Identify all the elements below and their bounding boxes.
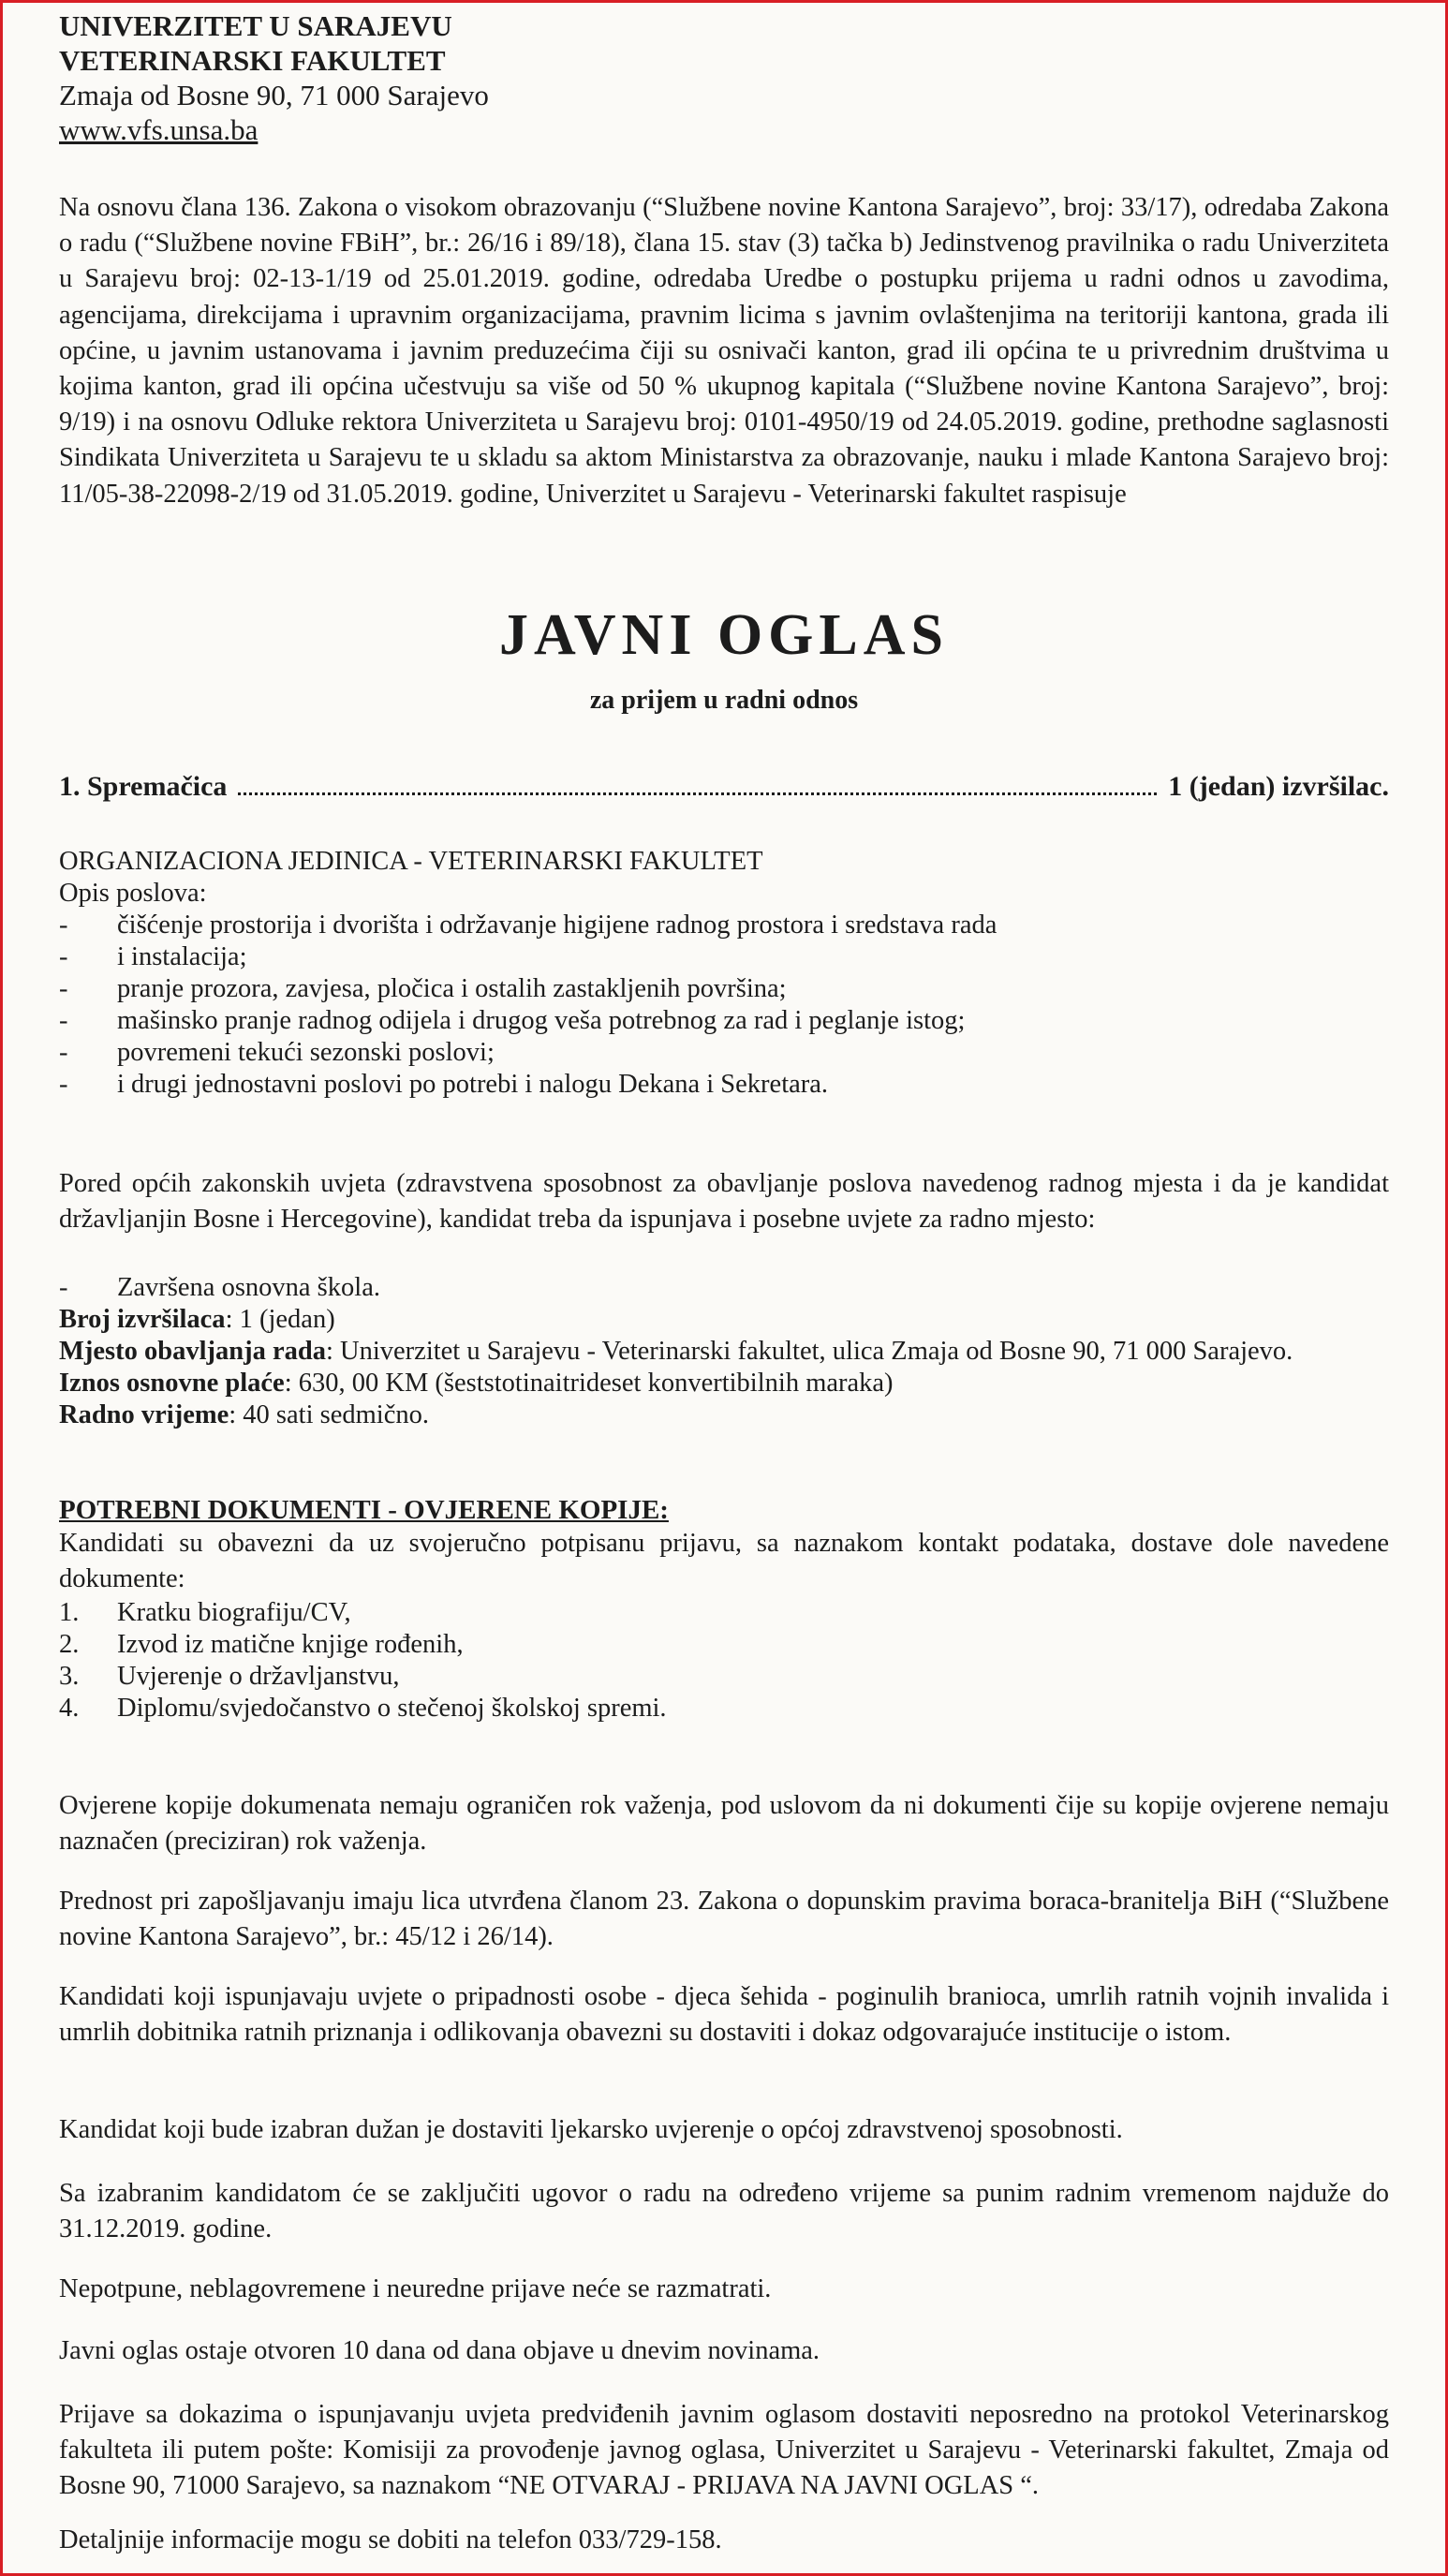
list-item: - mašinsko pranje radnog odijela i drugog veša potrebnog za rad i peglanje istog;: [59, 1006, 966, 1035]
list-item: 3. Uvjerenje o državljanstvu,: [59, 1662, 400, 1691]
list-item: - i drugi jednostavni poslovi po potrebi i nalogu Dekana i Sekretara.: [59, 1070, 829, 1099]
position-name: 1. Spremačica: [59, 771, 228, 802]
org-unit: ORGANIZACIONA JEDINICA - VETERINARSKI FAKULTET: [59, 847, 763, 876]
address: Zmaja od Bosne 90, 71 000 Sarajevo: [59, 79, 489, 111]
duties-label: Opis poslova:: [59, 879, 207, 908]
list-item: - pranje prozora, zavjesa, pločica i ostalih zastakljenih površina;: [59, 974, 787, 1003]
list-item: - Završena osnovna škola.: [59, 1273, 380, 1302]
detail-row: Radno vrijeme: 40 sati sedmično.: [59, 1400, 429, 1429]
paragraph-priority: Prednost pri zapošljavanju imaju lica utvrđena članom 23. Zakona o dopunskim pravima boraca-branitelja BiH (“Službene novine Kantona Sarajevo”, br.: 45/12 i 26/14).: [59, 1887, 1389, 1951]
detail-row: Mjesto obavljanja rada: Univerzitet u Sarajevu - Veterinarski fakultet, ulica Zmaja od Bosne 90, 71 000 Sarajevo.: [59, 1337, 1293, 1366]
letterhead: [59, 8, 1389, 147]
page-title: JAVNI OGLAS: [498, 603, 950, 667]
list-item: 4. Diplomu/svjedočanstvo o stečenoj školskoj spremi.: [59, 1694, 667, 1723]
documents-intro: Kandidati su obavezni da uz svojeručno potpisanu prijavu, sa naznakom kontakt podataka, dostave dole navedene dokumente:: [59, 1529, 1389, 1593]
paragraph-martyrs: Kandidati koji ispunjavaju uvjete o pripadnosti osobe - djeca šehida - poginulih branioca, umrlih ratnih vojnih invalida i umrlih dobitnika ratnih priznanja i odlikovanja obavezni su dostaviti i dokaz odgovarajuće institucije o istom.: [59, 1982, 1389, 2047]
paragraph-incomplete: Nepotpune, neblagovremene i neuredne prijave neće se razmatrati.: [59, 2274, 772, 2303]
job-details: [59, 1272, 1389, 1431]
duties-section: [59, 846, 1389, 1101]
dotted-leader: [238, 792, 1157, 795]
detail-row: Iznos osnovne plaće: 630, 00 KM (šeststotinaitrideset konvertibilnih maraka): [59, 1369, 894, 1398]
paragraph-submission: Prijave sa dokazima o ispunjavanju uvjeta predviđenih javnim oglasom dostaviti neposredno na protokol Veterinarskog fakulteta ili putem pošte: Komisiji za provođenje javnog oglasa, Univerzitet u Sarajevu - Veterinarski fakultet, Zmaja od Bosne 90, 71000 Sarajevo, sa naznakom “NE OTVARAJ - PRIJAVA NA JAVNI OGLAS “.: [59, 2400, 1389, 2500]
detail-row: Broj izvršilaca: 1 (jedan): [59, 1305, 335, 1334]
intro-paragraph: Na osnovu člana 136. Zakona o visokom obrazovanju (“Službene novine Kantona Sarajevo”, broj: 33/17), odredaba Zakona o radu (“Službene novine FBiH”, br.: 26/16 i 89/18), člana 15. stav (3) tačka b) Jedinstvenog pravilnika o radu Univerziteta u Sarajevu broj: 02-13-1/19 od 25.01.2019. godine, odredaba Uredbe o postupku prijema u radni odnos u zavodima, agencijama, direkcijama i upravnim organizacijama, pravnim licima s javnim ovlaštenjima na teritoriji kantona, grada ili općine, u javnim ustanovama i javnim preduzećima čiji su osnivači kanton, grad ili općina te u privrednim društvima u kojima kanton, grad ili općina učestvuju sa više od 50 % ukupnog kapitala (“Službene novine Kantona Sarajevo”, broj: 9/19) i na osnovu Odluke rektora Univerziteta u Sarajevu broj: 0101-4950/19 od 24.05.2019. godine, prethodne saglasnosti Sindikata Univerziteta u Sarajevu te u skladu sa aktom Ministarstva za obrazovanje, nauku i mlade Kantona Sarajevo broj: 11/05-38-22098-2/19 od 31.05.2019. godine, Univerzitet u Sarajevu - Veterinarski fakultet raspisuje: [59, 193, 1389, 509]
paragraph-validity: Ovjerene kopije dokumenata nemaju ograničen rok važenja, pod uslovom da ni dokumenti čije su kopije ovjerene nemaju naznačen (preciziran) rok važenja.: [59, 1791, 1389, 1856]
position-row: [59, 769, 1389, 805]
documents-section: [59, 1494, 1389, 1725]
documents-heading: POTREBNI DOKUMENTI - OVJERENE KOPIJE:: [59, 1495, 669, 1525]
list-item: - i instalacija;: [59, 942, 247, 971]
list-item: 1. Kratku biografiju/CV,: [59, 1598, 351, 1627]
paragraph-medical: Kandidat koji bude izabran dužan je dostaviti ljekarsko uvjerenje o općoj zdravstvenoj sposobnosti.: [59, 2115, 1123, 2144]
university-name: UNIVERZITET U SARAJEVU: [59, 9, 452, 42]
position-count: 1 (jedan) izvršilac.: [1168, 771, 1389, 802]
general-conditions: Pored općih zakonskih uvjeta (zdravstvena sposobnost za obavljanje poslova navedenog radnog mjesta i da je kandidat državljanjin Bosne i Hercegovine), kandidat treba da ispunjava i posebne uvjete za radno mjesto:: [59, 1169, 1389, 1234]
list-item: - čišćenje prostorija i dvorišta i održavanje higijene radnog prostora i sredstava rada: [59, 910, 997, 940]
website-link[interactable]: www.vfs.unsa.ba: [59, 113, 259, 146]
page-subtitle: za prijem u radni odnos: [589, 686, 859, 715]
paragraph-contact: Detaljnije informacije mogu se dobiti na telefon 033/729-158.: [59, 2525, 722, 2554]
paragraph-open-period: Javni oglas ostaje otvoren 10 dana od dana objave u dnevim novinama.: [59, 2336, 820, 2365]
paragraph-contract: Sa izabranim kandidatom će se zaključiti ugovor o radu na određeno vrijeme sa punim radnim vremenom najduže do 31.12.2019. godine.: [59, 2179, 1389, 2243]
list-item: - povremeni tekući sezonski poslovi;: [59, 1038, 495, 1067]
list-item: 2. Izvod iz matične knjige rođenih,: [59, 1630, 464, 1659]
faculty-name: VETERINARSKI FAKULTET: [59, 44, 446, 77]
